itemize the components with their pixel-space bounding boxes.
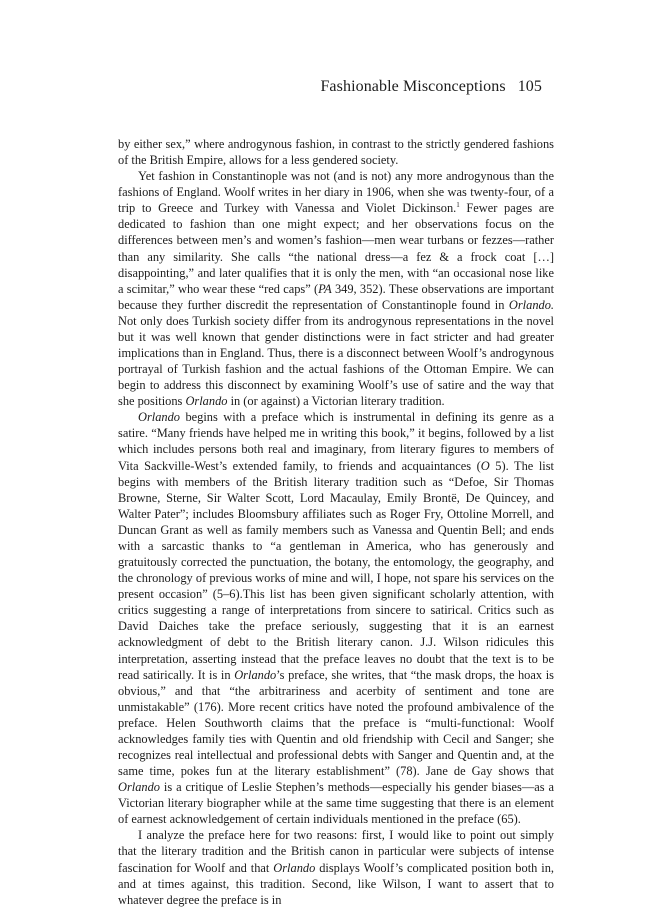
italic-run: Orlando bbox=[118, 780, 160, 795]
running-title: Fashionable Misconceptions bbox=[320, 78, 506, 95]
text-run: 349, 352). These observations are important because they further discredit the representation of Constantinople found in bbox=[118, 281, 555, 312]
footnote-ref: 1 bbox=[456, 201, 460, 210]
text-run: 5). The list begins with members of the British literary tradition such as “Defoe, Sir Thomas Browne, Sterne, Sir Walter Scott, Lord Macaulay, Emily Brontë, De Quincey, and Walter Pater”; includes Bloomsbury affiliates such as Roger Fry, Ottoline Morrell, and Duncan Grant as well as family members such as Vanessa and Quentin Bell; and ends with a sarcastic thanks to “a gentleman in America, who has generously and gratuitously corrected the punctuation, the botany, the entomology, the geography, and the chronology of previous works of mine and will, I hope, not spare his services on the present occasion” (5–6).This list has been given significant scholarly attention, with critics suggesting a range of interpretations from sincere to satirical. Critics such as David Daiches take the preface seriously, suggesting that it is an earnest acknowledgment of debt to the British literary canon. J.J. Wilson ridicules this interpretation, asserting instead that the preface leaves no doubt that the text is to be read satirically. It is in bbox=[118, 458, 554, 682]
italic-run: O bbox=[480, 458, 490, 473]
body-text bbox=[118, 136, 554, 908]
text-run: begins with a preface which is instrumental in defining its genre as a satire. “Many friends have helped me in writing this book,” it begins, followed by a list which includes persons both real and imaginary, from literary figures to members of Vita Sackville-West’s extended family, to friends and acquaintances ( bbox=[118, 410, 554, 473]
text-run: ’s preface, she writes, that “the mask drops, the hoax is obvious,” and that “the arbitrariness and acerbity of sentiment and tone are unmistakable” (176). More recent critics have noted the profound ambivalence of the preface. Helen Southworth claims that the preface is “multi-functional: Woolf acknowledges family ties with Quentin and old friendship with Cecil and Sanger; she recognizes real intellectual and professional debts with Sanger and Quentin and, at the same time, pokes fun at the literary establishment” (78). Jane de Gay shows that bbox=[118, 667, 554, 779]
text-run: Yet fashion in Constantinople was not (and is not) any more androgynous than the fashions of England. Woolf writes in her diary in 1906, when she was twenty-four, of a trip to Greece and Turkey with Vanessa and Violet Dickinson. bbox=[118, 169, 554, 216]
text-run: Fewer pages are dedicated to fashion than one might expect; and her observations focus on the differences between men’s and women’s fashion—men wear turbans or fezzes—rather than any similarity. She calls “the national dress—a fez & a frock coat […] disappointing,” and later qualifies that it is only the men, with “an occasional nose like a scimitar,” who wear these “red caps” ( bbox=[118, 201, 554, 296]
paragraph bbox=[118, 136, 554, 168]
italic-run: Orlando bbox=[138, 410, 180, 425]
running-head bbox=[320, 78, 542, 96]
text-run: in (or against) a Victorian literary tradition. bbox=[227, 394, 445, 409]
text-run: displays Woolf’s complicated position both in, and at times against, this tradition. Second, like Wilson, I want to assert that to whatever degree the preface is in bbox=[118, 860, 554, 907]
text-run: by either sex,” where androgynous fashion, in contrast to the strictly gendered fashions of the British Empire, allows for a less gendered society. bbox=[118, 137, 554, 168]
paragraph bbox=[118, 409, 554, 827]
italic-run: Orlando bbox=[185, 394, 228, 409]
paragraph bbox=[118, 827, 554, 907]
paragraph bbox=[118, 168, 554, 409]
italic-run: Orlando. bbox=[508, 297, 554, 312]
italic-run: Orlando bbox=[234, 667, 277, 682]
italic-run: PA bbox=[318, 281, 332, 296]
text-run: Not only does Turkish society differ from its androgynous representations in the novel but it was well known that gender distinctions were in fact stricter and had greater implications than in England. Thus, there is a disconnect between Woolf’s androgynous portrayal of Turkish fashion and the actual fashions of the Ottoman Empire. We can begin to address this disconnect by examining Woolf’s use of satire and the way that she positions bbox=[118, 313, 554, 409]
text-run: I analyze the preface here for two reasons: first, I would like to point out simply that the literary tradition and the British canon in particular were subjects of intense fascination for Woolf and that bbox=[118, 828, 554, 875]
text-run: is a critique of Leslie Stephen’s methods—especially his gender biases—as a Victorian literary biographer while at the same time suggesting that there is an element of earnest acknowledgement of certain individuals mentioned in the preface (65). bbox=[118, 780, 554, 827]
italic-run: Orlando bbox=[273, 860, 316, 875]
page-number: 105 bbox=[517, 78, 542, 95]
